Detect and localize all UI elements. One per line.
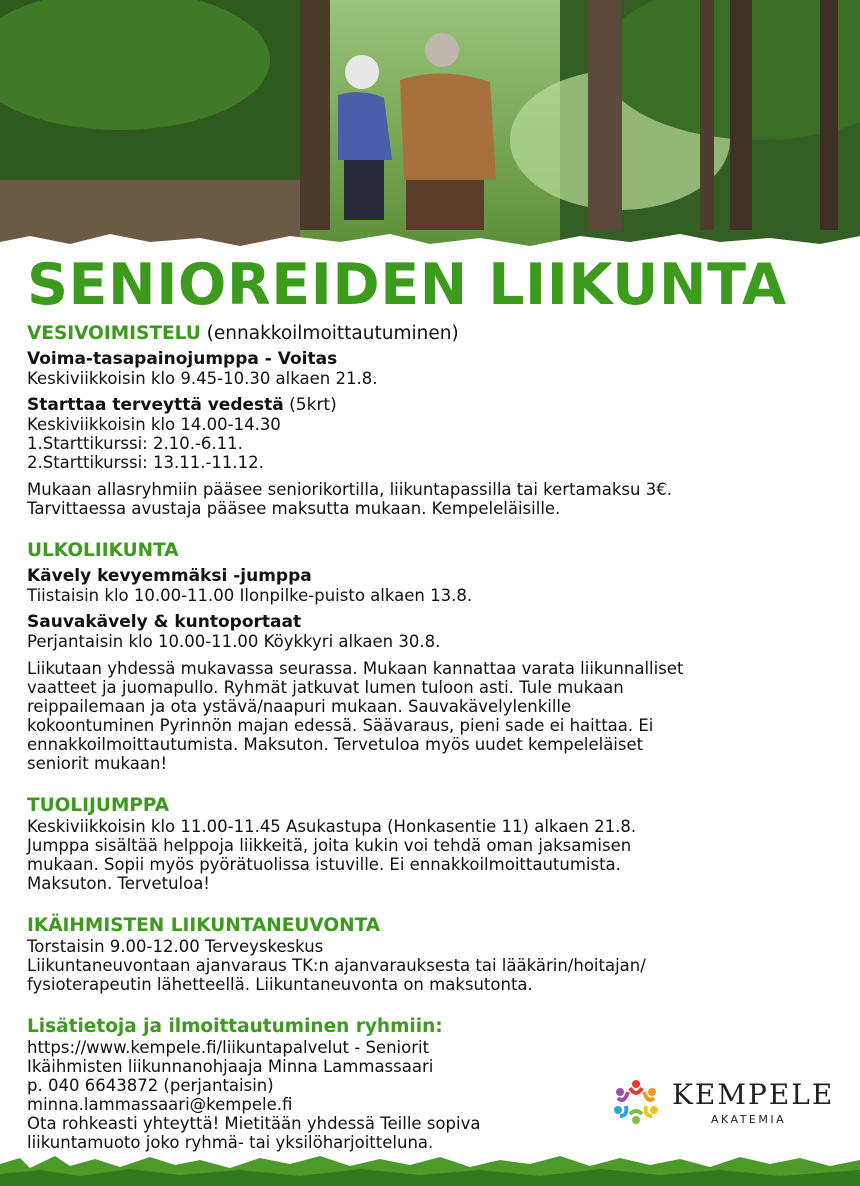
neuvonta-line-1: Torstaisin 9.00-12.00 Terveyskeskus [27,937,324,956]
sauva-time: Perjantaisin klo 10.00-11.00 Köykkyri alkaen 30.8. [27,632,441,651]
contact-email[interactable]: minna.lammassaari@kempele.fi [27,1095,293,1114]
page-title: SENIOREIDEN LIIKUNTA [27,252,787,318]
starttaa-time: Keskiviikkoisin klo 14.00-14.30 [27,415,281,434]
sauva-title: Sauvakävely & kuntoportaat [27,612,302,632]
grass-border [0,1150,860,1186]
ulko-para-1: Liikutaan yhdessä mukavassa seurassa. Mukaan kannattaa varata liikunnalliset [27,659,684,678]
starttaa-title-text: Starttaa terveyttä vedestä [27,395,284,415]
logo-wordmark: KEMPELE [672,1078,835,1111]
contact-note-2: liikuntamuoto joko ryhmä- tai yksilöharjoitteluna. [27,1133,434,1152]
tuoli-line-2: Jumppa sisältää helppoja liikkeitä, joita kukin voi tehdä oman jaksamisen [27,836,632,855]
contact-url[interactable]: https://www.kempele.fi/liikuntapalvelut - Seniorit [27,1038,430,1057]
tuoli-line-3: mukaan. Sopii myös pyörätuolissa istuville. Ei ennakkoilmoittautumista. [27,855,621,874]
neuvonta-line-3: fysioterapeutin lähetteellä. Liikuntaneuvonta on maksutonta. [27,975,533,994]
starttaa-note: (5krt) [283,395,337,415]
main-content [27,252,847,1152]
ulko-para-3: reippailemaan ja ota ystävä/naapuri mukaan. Sauvakävelylenkille [27,697,572,716]
neuvonta-line-2: Liikuntaneuvontaan ajanvaraus TK:n ajanvarauksesta tai lääkärin/hoitajan/ [27,956,646,975]
heading-note: (ennakkoilmoittautuminen) [200,323,459,344]
voitas-time: Keskiviikkoisin klo 9.45-10.30 alkaen 21.8. [27,369,378,388]
contact-person: Ikäihmisten liikunnanohjaaja Minna Lammassaari [27,1057,434,1076]
tuoli-line-4: Maksuton. Tervetuloa! [27,874,210,893]
contact-phone: p. 040 6643872 (perjantaisin) [27,1076,274,1095]
section-liikuntaneuvonta-heading: IKÄIHMISTEN LIIKUNTANEUVONTA [27,915,381,936]
kempele-akatemia-logo [610,1072,840,1132]
kavely-time: Tiistaisin klo 10.00-11.00 Ilonpilke-puisto alkaen 13.8. [27,586,473,605]
ulko-para-6: seniorit mukaan! [27,754,168,773]
voitas-title: Voima-tasapainojumppa - Voitas [27,349,338,369]
ulko-para-4: kokoontuminen Pyrinnön majan edessä. Säävaraus, pieni sade ei haittaa. Ei [27,716,654,735]
contact-note-1: Ota rohkeasti yhteyttä! Mietitään yhdessä Teille sopiva [27,1114,481,1133]
section-lisatietoja-heading: Lisätietoja ja ilmoittautuminen ryhmiin: [27,1016,443,1037]
tuoli-line-1: Keskiviikkoisin klo 11.00-11.45 Asukastupa (Honkasentie 11) alkaen 21.8. [27,817,637,836]
section-ulkoliikunta-heading: ULKOLIIKUNTA [27,540,179,561]
ulko-para-2: vaatteet ja juomapullo. Ryhmät jatkuvat lumen tuloon asti. Tule mukaan [27,678,624,697]
ulko-para-5: ennakkoilmoittautumista. Maksuton. Tervetuloa myös uudet kempeleläiset [27,735,644,754]
logo-subtitle: AKATEMIA [711,1113,787,1126]
kavely-title: Kävely kevyemmäksi -jumppa [27,566,312,586]
course-1: 1.Starttikurssi: 2.10.-6.11. [27,434,243,453]
section-vesivoimistelu-heading [27,323,847,345]
section-tuolijumppa-heading: TUOLIJUMPPA [27,795,170,816]
people-circle-icon [610,1076,662,1128]
starttaa-title [27,396,847,415]
heading-text: VESIVOIMISTELU [27,323,201,344]
vesi-info-2: Tarvittaessa avustaja pääsee maksutta mukaan. Kempeleläisille. [27,499,561,518]
vesi-info-1: Mukaan allasryhmiin pääsee seniorikortilla, liikuntapassilla tai kertamaksu 3€. [27,480,672,499]
course-2: 2.Starttikurssi: 13.11.-11.12. [27,453,264,472]
